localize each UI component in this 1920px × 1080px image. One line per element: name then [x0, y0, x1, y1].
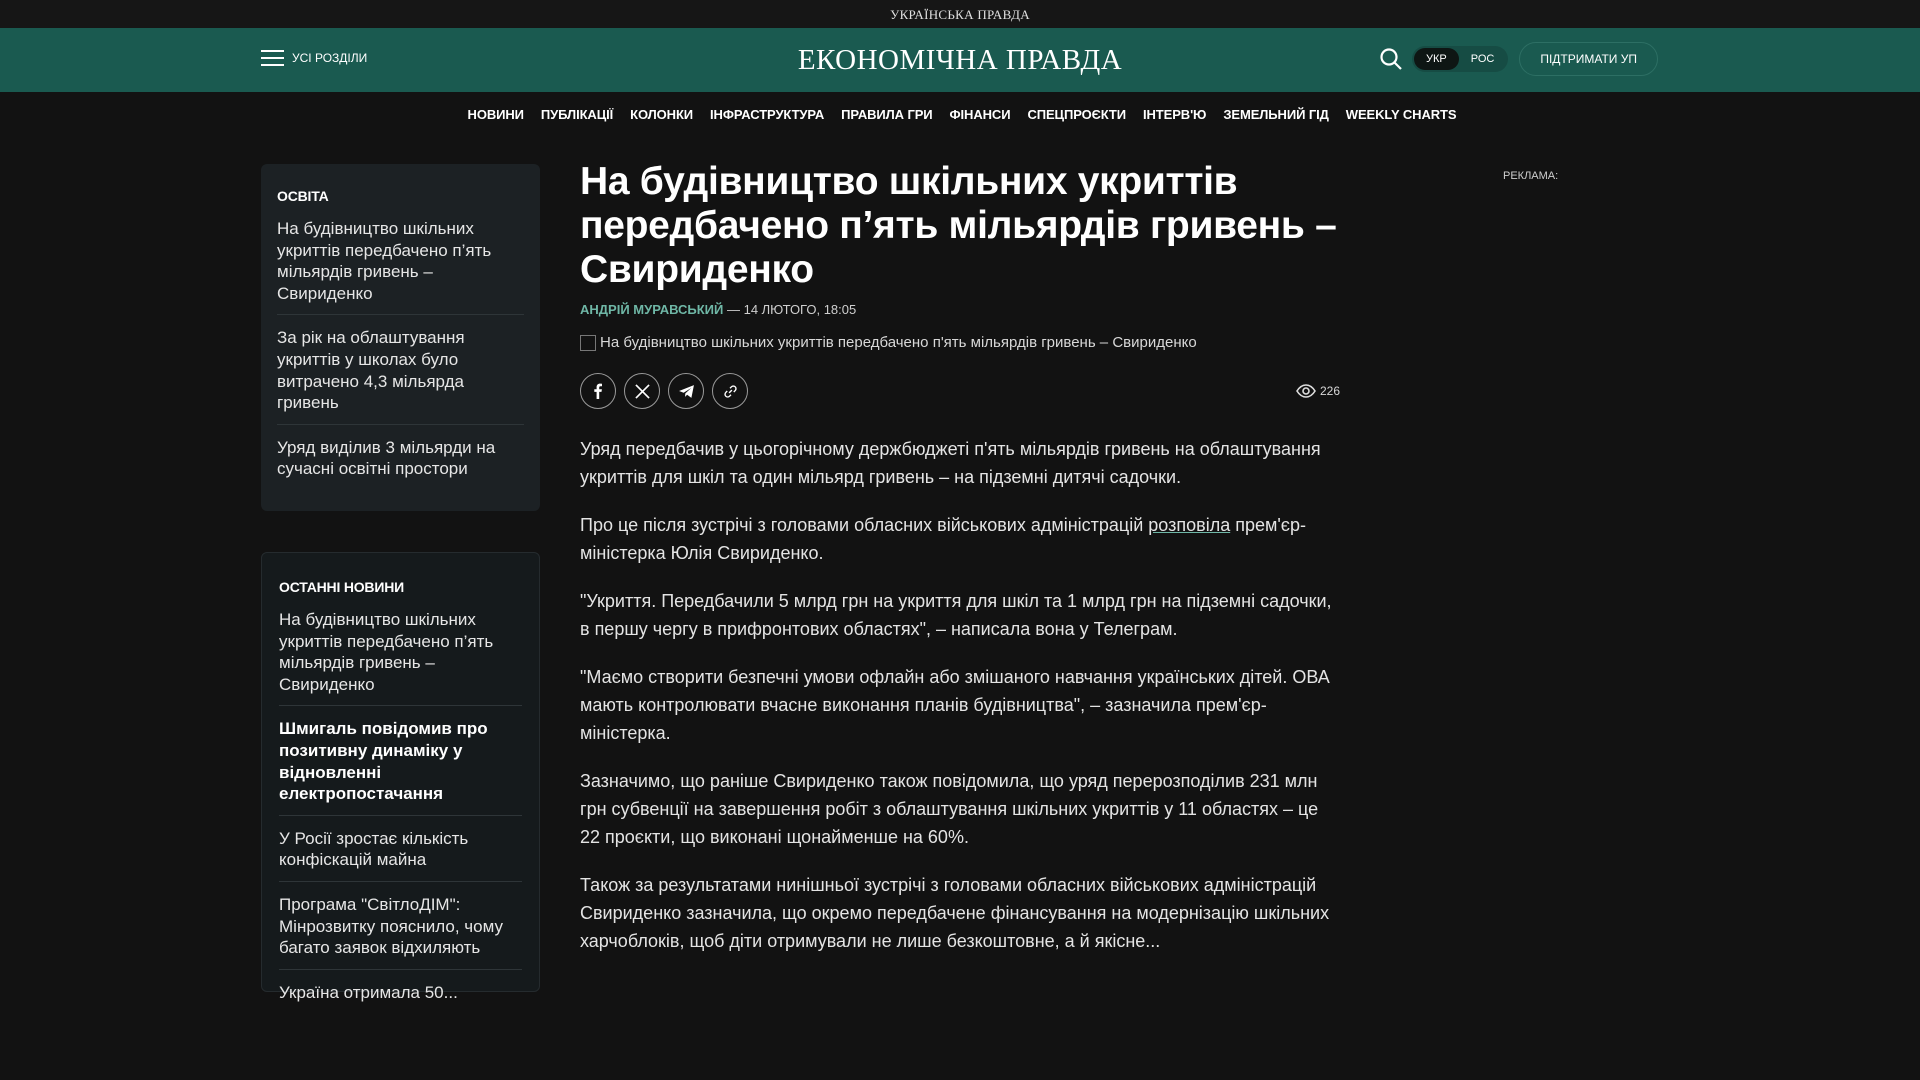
link-icon — [723, 384, 738, 399]
latest-news-title[interactable]: ОСТАННІ НОВИНИ — [279, 579, 404, 595]
latest-news-card — [261, 552, 540, 1002]
paragraph: Зазначимо, що раніше Свириденко також повідомила, що уряд перерозподілив 231 млн грн субвенції на завершення робіт з облаштування шкільних укриттів у 11 областях – це 22 проєкти, що виконані щонайменше на 60%. — [580, 771, 1319, 847]
share-bar — [580, 373, 1340, 409]
broken-image-icon — [580, 335, 596, 351]
top-strip — [0, 0, 1920, 28]
author-link[interactable]: АНДРІЙ МУРАВСЬКИЙ — [580, 302, 724, 317]
header-actions — [1378, 42, 1658, 76]
paragraph-text: Про це після зустрічі з головами обласних військових адміністрацій — [580, 515, 1149, 535]
paragraph-text: прем'єр-міністерка Юлія Свириденко. — [580, 515, 1306, 563]
nav-item-columns[interactable]: КОЛОНКИ — [630, 106, 694, 122]
paragraph: Уряд передбачив у цьогорічному держбюджеті п'ять мільярдів гривень на облаштування укриттів для шкіл та один мільярд гривень – на підземні дитячі садочки. — [580, 439, 1321, 487]
paragraph: "Укриття. Передбачили 5 млрд грн на укриття для шкіл та 1 млрд грн на підземні садочки, в першу чергу в прифронтових областях", – написала вона у Телеграм. — [580, 591, 1332, 639]
education-item[interactable]: За рік на облаштування укриттів у школах було витрачено 4,3 мільярда гривень — [277, 323, 524, 424]
views-count: 226 — [1319, 384, 1340, 398]
education-item[interactable]: На будівництво шкільних укриттів передбачено п’ять мільярдів гривень – Свириденко — [277, 214, 524, 315]
lang-ukr[interactable]: УКР — [1414, 48, 1459, 70]
nav-item-finance[interactable]: ФІНАНСИ — [949, 106, 1011, 122]
nav-item-land-guide[interactable]: ЗЕМЕЛЬНИЙ ГІД — [1223, 106, 1329, 122]
lang-ros[interactable]: РОС — [1470, 53, 1495, 65]
share-x-button[interactable] — [624, 373, 660, 409]
nav-item-special-projects[interactable]: СПЕЦПРОЄКТИ — [1027, 106, 1126, 122]
latest-news-item[interactable]: На будівництво шкільних укриттів передбачено п’ять мільярдів гривень – Свириденко — [279, 605, 522, 706]
all-sections-button[interactable] — [261, 50, 367, 66]
latest-news-item[interactable]: Шмигаль повідомив про позитивну динаміку у відновленні електропостачання — [279, 714, 522, 815]
x-icon — [635, 384, 650, 399]
paragraph — [580, 511, 1340, 567]
telegram-icon — [678, 383, 695, 400]
article-body — [580, 435, 1340, 991]
support-button[interactable]: ПІДТРИМАТИ УП — [1519, 42, 1658, 76]
article-byline — [580, 302, 1340, 317]
nav-item-publications[interactable]: ПУБЛІКАЦІЇ — [540, 106, 614, 122]
nav-item-interview[interactable]: ІНТЕРВ'Ю — [1143, 106, 1207, 122]
nav-item-infrastructure[interactable]: ІНФРАСТРУКТУРА — [710, 106, 825, 122]
site-logo[interactable]: ЕКОНОМІЧНА ПРАВДА — [797, 44, 1123, 76]
search-icon — [1379, 47, 1403, 71]
main-nav — [0, 92, 1920, 136]
latest-news-item[interactable]: Україна отримала 50... — [279, 982, 458, 1002]
source-link[interactable]: розповіла — [1148, 515, 1231, 535]
search-button[interactable] — [1378, 46, 1404, 72]
language-switcher — [1412, 46, 1508, 72]
all-sections-label: УСІ РОЗДІЛИ — [292, 51, 368, 65]
education-card — [261, 164, 540, 511]
education-item[interactable]: Уряд виділив 3 мільярди на сучасні освітні простори — [277, 437, 496, 479]
article-title: На будівництво шкільних укриттів передбачено п’ять мільярдів гривень – Свириденко — [580, 160, 1337, 291]
article-image-alt: На будівництво шкільних укриттів передбачено п'ять мільярдів гривень – Свириденко — [600, 334, 1197, 351]
facebook-icon — [590, 383, 606, 399]
paragraph: "Маємо створити безпечні умови офлайн або змішаного навчання українських дітей. ОВА мають контролювати вчасне виконання планів будівництва", – зазначила прем'єр-міністерка. — [580, 667, 1330, 743]
ad-label: РЕКЛАМА: — [1503, 170, 1559, 182]
nav-item-rules[interactable]: ПРАВИЛА ГРИ — [841, 106, 933, 122]
share-facebook-button[interactable] — [580, 373, 616, 409]
share-telegram-button[interactable] — [668, 373, 704, 409]
article — [580, 160, 1340, 991]
parent-brand[interactable]: УКРАЇНСЬКА ПРАВДА — [890, 7, 1030, 22]
copy-link-button[interactable] — [712, 373, 748, 409]
hamburger-icon — [261, 50, 284, 66]
latest-news-item[interactable]: Програма "СвітлоДІМ": Мінрозвитку пояснило, чому багато заявок відхиляють — [279, 890, 522, 970]
latest-news-item[interactable]: У Росії зростає кількість конфіскацій майна — [279, 824, 522, 882]
site-header — [0, 28, 1920, 92]
article-image — [580, 334, 1340, 351]
nav-item-weekly-charts[interactable]: WEEKLY CHARTS — [1345, 106, 1457, 122]
views-counter — [1296, 384, 1340, 398]
nav-item-news[interactable]: НОВИНИ — [467, 106, 524, 122]
eye-icon — [1296, 384, 1316, 398]
education-title[interactable]: ОСВІТА — [277, 188, 329, 204]
article-date: — 14 ЛЮТОГО, 18:05 — [723, 302, 857, 317]
paragraph: Також за результатами нинішньої зустрічі з головами обласних військових адміністрацій Свириденко зазначила, що окремо передбачене фінансування на модернізацію шкільних харчоблоків, щоб діти отримували не лише безкоштовне, а й якісне... — [580, 875, 1330, 951]
